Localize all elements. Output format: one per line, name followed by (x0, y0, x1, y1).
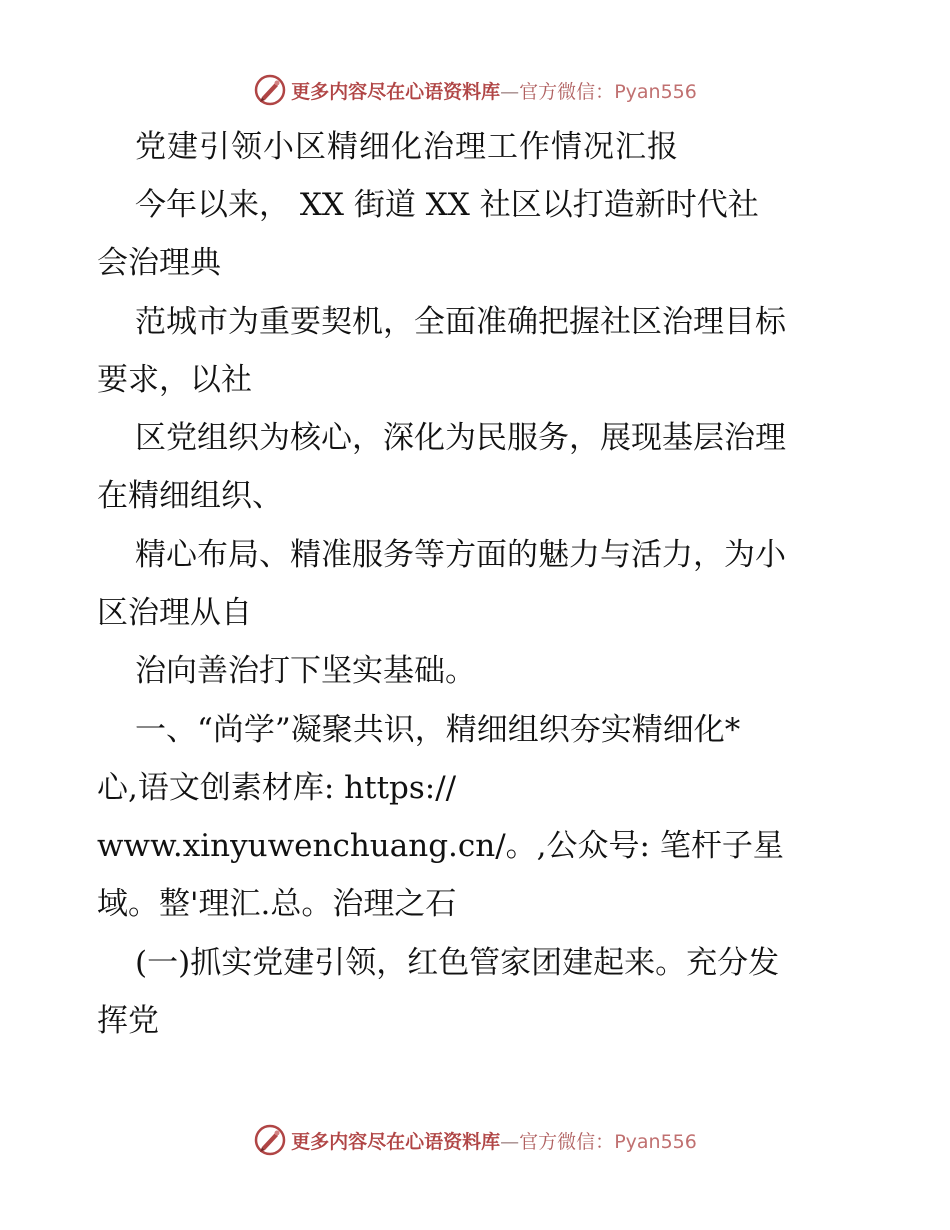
paragraph-line: www.xinyuwenchuang.cn/。,公众号: 笔杆子星 (97, 828, 784, 864)
watermark-main: 更多内容尽在心语资料库 (291, 1130, 501, 1153)
pen-logo-icon (253, 1123, 287, 1157)
paragraph-line: 心,语文创素材库: https:// (97, 770, 457, 806)
paragraph-line: 治向善治打下坚实基础。 (135, 653, 476, 689)
paragraph-line: 会治理典 (97, 245, 221, 281)
paragraph-line: 区治理从自 (97, 595, 252, 631)
paragraph-line: 域。整'理汇.总。治理之石 (97, 886, 457, 922)
watermark-dash: — (500, 1130, 520, 1153)
watermark-sub: 官方微信： (519, 1130, 615, 1153)
paragraph-line: 精心布局、精准服务等方面的魅力与活力，为小 (135, 537, 786, 573)
paragraph-line: 挥党 (97, 1003, 159, 1039)
pen-logo-icon (253, 73, 287, 107)
watermark-id: Pyan556 (614, 80, 697, 103)
paragraph-line: 要求，以社 (97, 362, 252, 398)
watermark-text (291, 77, 697, 104)
document-title: 党建引领小区精细化治理工作情况汇报 (135, 129, 679, 165)
subsection-heading: (一)抓实党建引领，红色管家团建起来。充分发 (135, 945, 780, 981)
footer-watermark (0, 1120, 950, 1160)
paragraph-line: 范城市为重要契机，全面准确把握社区治理目标 (135, 304, 786, 340)
paragraph-line: 在精细组织、 (97, 478, 283, 514)
section-heading: 一、“尚学”凝聚共识，精细组织夯实精细化* (135, 712, 741, 748)
paragraph-line: 区党组织为核心，深化为民服务，展现基层治理 (135, 420, 786, 456)
watermark-dash: — (500, 80, 520, 103)
watermark-main: 更多内容尽在心语资料库 (291, 80, 501, 103)
watermark-text (291, 1127, 697, 1154)
watermark-sub: 官方微信： (519, 80, 615, 103)
watermark-id: Pyan556 (614, 1130, 697, 1153)
header-watermark (0, 70, 950, 110)
paragraph-line: 今年以来， XX 街道 XX 社区以打造新时代社 (135, 187, 759, 223)
